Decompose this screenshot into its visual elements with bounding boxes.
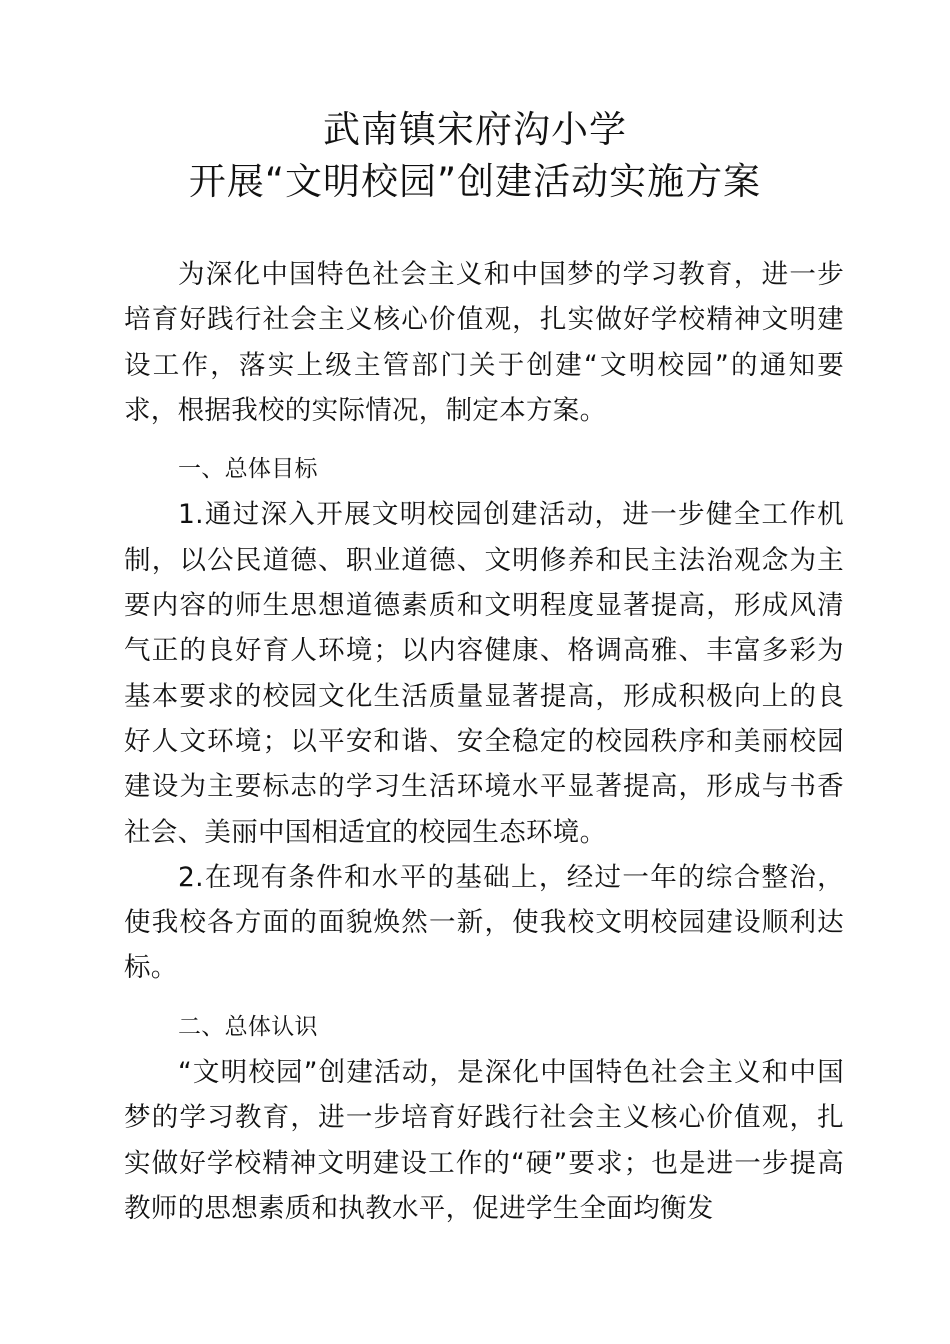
document-body [124,252,844,1231]
intro-paragraph: 为深化中国特色社会主义和中国梦的学习教育，进一步培育好践行社会主义核心价值观，扎实做好学校精神文明建设工作，落实上级主管部门关于创建“文明校园”的通知要求，根据我校的实际情况，制定本方案。 [124,259,844,426]
title-line-school: 武南镇宋府沟小学 [323,108,627,151]
section-heading-understanding: 二、总体认识 [178,1013,318,1040]
title-line-plan: 开展“文明校园”创建活动实施方案 [188,160,762,203]
section-heading-goals: 一、总体目标 [178,456,318,483]
goal-item-1: 1.通过深入开展文明校园创建活动，进一步健全工作机制，以公民道德、职业道德、文明修养和民主法治观念为主要内容的师生思想道德素质和文明程度显著提高，形成风清气正的良好育人环境；以内容健康、格调高雅、丰富多彩为基本要求的校园文化生活质量显著提高，形成积极向上的良好人文环境；以平安和谐、安全稳定的校园秩序和美丽校园建设为主要标志的学习生活环境水平显著提高，形成与书香社会、美丽中国相适宜的校园生态环境。 [124,499,844,848]
document-title [0,104,950,208]
goal-item-2: 2.在现有条件和水平的基础上，经过一年的综合整治，使我校各方面的面貌焕然一新，使我校文明校园建设顺利达标。 [124,861,844,984]
understanding-paragraph: “文明校园”创建活动，是深化中国特色社会主义和中国梦的学习教育，进一步培育好践行社会主义核心价值观，扎实做好学校精神文明建设工作的“硬”要求；也是进一步提高教师的思想素质和执教水平，促进学生全面均衡发 [124,1057,844,1224]
